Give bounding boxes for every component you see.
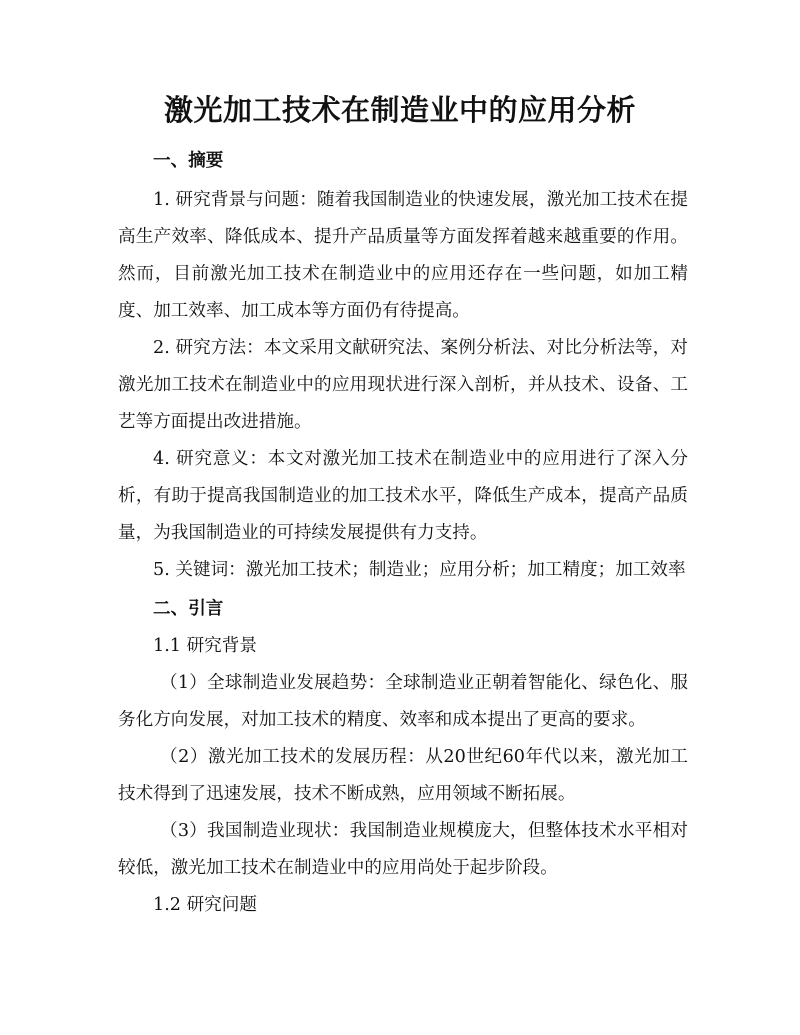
intro-paragraph-global-trend: （1）全球制造业发展趋势：全球制造业正朝着智能化、绿色化、服务化方向发展，对加工技术的精度、效率和成本提出了更高的要求。 (118, 673, 688, 730)
document-body (118, 143, 688, 924)
abstract-paragraph-method: 2. 研究方法：本文采用文献研究法、案例分析法、对比分析法等，对激光加工技术在制造业中的应用现状进行深入剖析，并从技术、设备、工艺等方面提出改进措施。 (118, 338, 688, 432)
subsection-heading-background: 1.1 研究背景 (153, 636, 257, 656)
abstract-paragraph-significance: 4. 研究意义：本文对激光加工技术在制造业中的应用进行了深入分析，有助于提高我国制造业的加工技术水平，降低生产成本，提高产品质量，为我国制造业的可持续发展提供有力支持。 (118, 449, 688, 543)
subsection-heading-problem: 1.2 研究问题 (153, 895, 257, 915)
section-heading-abstract: 一、摘要 (153, 151, 224, 171)
section-heading-introduction: 二、引言 (153, 599, 224, 619)
abstract-paragraph-keywords: 5. 关键词：激光加工技术；制造业；应用分析；加工精度；加工效率 (153, 560, 686, 580)
document-title: 激光加工技术在制造业中的应用分析 (163, 93, 636, 127)
intro-paragraph-status: （3）我国制造业现状：我国制造业规模庞大，但整体技术水平相对较低，激光加工技术在制造业中的应用尚处于起步阶段。 (118, 821, 688, 878)
intro-paragraph-history: （2）激光加工技术的发展历程：从20世纪60年代以来，激光加工技术得到了迅速发展，技术不断成熟，应用领域不断拓展。 (118, 747, 688, 804)
abstract-paragraph-background: 1. 研究背景与问题：随着我国制造业的快速发展，激光加工技术在提高生产效率、降低成本、提升产品质量等方面发挥着越来越重要的作用。然而，目前激光加工技术在制造业中的应用还存在一些问题，如加工精度、加工效率、加工成本等方面仍有待提高。 (118, 190, 688, 321)
